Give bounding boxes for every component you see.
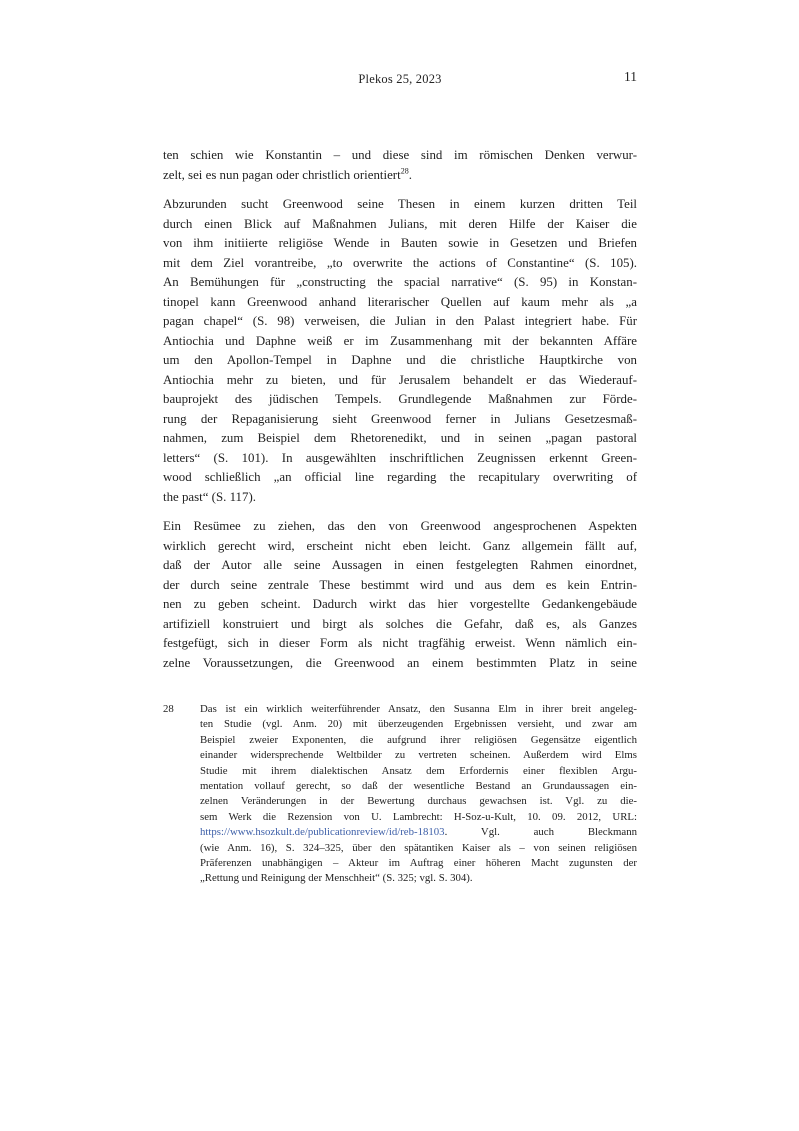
text-line: wood schließlich „an official line regarding the recapitulary overwriting of — [163, 470, 637, 484]
text-line: mit dem Ziel vorantreibe, „to overwrite the actions of Constantine“ (S. 105). — [163, 255, 637, 270]
body-text — [163, 146, 637, 683]
footnote-line-url — [200, 825, 637, 840]
footnote-line: Beispiel zweier Exponenten, die aufgrund ihrer religiösen Gegensätze eigentlich — [200, 733, 637, 746]
page-number: 11 — [624, 69, 637, 84]
text-line: pagan chapel“ (S. 98) verweisen, die Julian in den Palast integriert habe. Für — [163, 314, 637, 328]
text-line: der durch seine zentrale These bestimmt wird und aus dem es kein Entrin- — [163, 577, 637, 592]
text-segment: . Vgl. auch Bleckmann — [444, 826, 637, 839]
footnote-line: Studie mit ihrem dialektischen Ansatz dem Erfordernis einer flexiblen Argu- — [200, 764, 637, 777]
text-line: ten schien wie Konstantin – und diese sind im römischen Denken verwur- — [163, 148, 637, 162]
footnote-number: 28 — [163, 703, 174, 715]
text-line: artifiziell konstruiert und birgt als solches die Gefahr, daß es, als Ganzes — [163, 616, 637, 631]
text-line: bauprojekt des jüdischen Tempels. Grundlegende Maßnahmen zur Förde- — [163, 392, 637, 406]
text-line: rung der Repaganisierung sieht Greenwood ferner in Julians Gesetzesmaß- — [163, 411, 637, 426]
footnote-ref-28: 28 — [400, 166, 409, 176]
text-line: nen zu geben scheint. Dadurch wirkt das hier vorgestellte Gedankengebäude — [163, 597, 637, 611]
text-line: the past“ (S. 117). — [163, 489, 256, 504]
text-line: nahmen, zum Beispiel dem Rhetorenedikt, und in seinen „pagan pastoral — [163, 431, 637, 445]
footnote-text — [200, 702, 637, 887]
paragraph-2 — [163, 195, 637, 507]
text-line: Ein Resümee zu ziehen, das den von Greenwood angesprochenen Aspekten — [163, 519, 637, 533]
paragraph-1 — [163, 146, 637, 185]
text-line: durch einen Blick auf Maßnahmen Julians, mit deren Hilfe der Kaiser die — [163, 216, 637, 231]
text-line: wirklich gerecht wird, erscheint nicht eben leicht. Ganz allgemein fällt auf, — [163, 538, 637, 553]
footnote-line: sem Werk die Rezension von U. Lambrecht: H-Soz-u-Kult, 10. 09. 2012, URL: — [200, 810, 637, 823]
footnote-line: einander widersprechende Weltbilder zu vertreten scheinen. Außerdem wird Elms — [200, 749, 637, 762]
text-line: Abzurunden sucht Greenwood seine Thesen in einem kurzen dritten Teil — [163, 197, 637, 211]
text-line: festgefügt, sich in dieser Form als nicht tragfähig erweist. Wenn nämlich ein- — [163, 636, 637, 650]
footnote-line: ten Studie (vgl. Anm. 20) mit überzeugenden Ergebnissen versieht, und zwar am — [200, 718, 637, 731]
footnote-line: mentation vollauf gerecht, so daß der wesentliche Bestand an Grundaussagen ein- — [200, 780, 637, 793]
text-line: Antiochia und Daphne weiß er im Zusammenhang mit der bekannten Affäre — [163, 333, 637, 348]
paragraph-3 — [163, 517, 637, 673]
footnote-line: zelnen Veränderungen in der Bewertung durchaus gewachsen ist. Vgl. zu die- — [200, 795, 637, 808]
footnote-line: Präferenzen unabhängigen – Akteur im Auftrag einer höheren Macht zugunsten der — [200, 857, 637, 870]
footnote-line: (wie Anm. 16), S. 324–325, über den spätantiken Kaiser als – von seinen religiösen — [200, 841, 637, 854]
text-line — [163, 166, 637, 186]
text-line: Antiochia mehr zu bieten, und für Jerusalem behandelt er das Wiederauf- — [163, 372, 637, 387]
text-segment: zelt, sei es nun pagan oder christlich orientiert — [163, 167, 401, 182]
footnote-line: „Rettung und Reinigung der Menschheit“ (S. 325; vgl. S. 304). — [200, 872, 473, 885]
footnote-line: Das ist ein wirklich weiterführender Ansatz, den Susanna Elm in ihrer breit angeleg- — [200, 703, 637, 715]
text-line: um den Apollon-Tempel in Daphne und die christliche Hauptkirche von — [163, 353, 637, 367]
text-line: zelne Voraussetzungen, die Greenwood an einem bestimmten Platz in seine — [163, 655, 637, 670]
text-line: tinopel kann Greenwood anhand literarischer Quellen auf kaum mehr als „a — [163, 294, 637, 309]
text-line: letters“ (S. 101). In ausgewählten inschriftlichen Zeugnissen erkennt Green- — [163, 450, 637, 465]
text-line: An Bemühungen für „constructing the spacial narrative“ (S. 95) in Konstan- — [163, 275, 637, 289]
text-line: daß der Autor alle seine Aussagen in einen festgelegten Rahmen einordnet, — [163, 558, 637, 572]
footnote-url-link[interactable]: https://www.hsozkult.de/publicationreview/id/reb-18103 — [200, 826, 445, 839]
footnote-28 — [163, 702, 637, 887]
journal-running-head: Plekos 25, 2023 — [358, 72, 442, 86]
text-segment: . — [408, 167, 412, 182]
text-line: von ihm initiierte religiöse Wende in Bauten sowie in Gesetzen und Briefen — [163, 236, 637, 250]
